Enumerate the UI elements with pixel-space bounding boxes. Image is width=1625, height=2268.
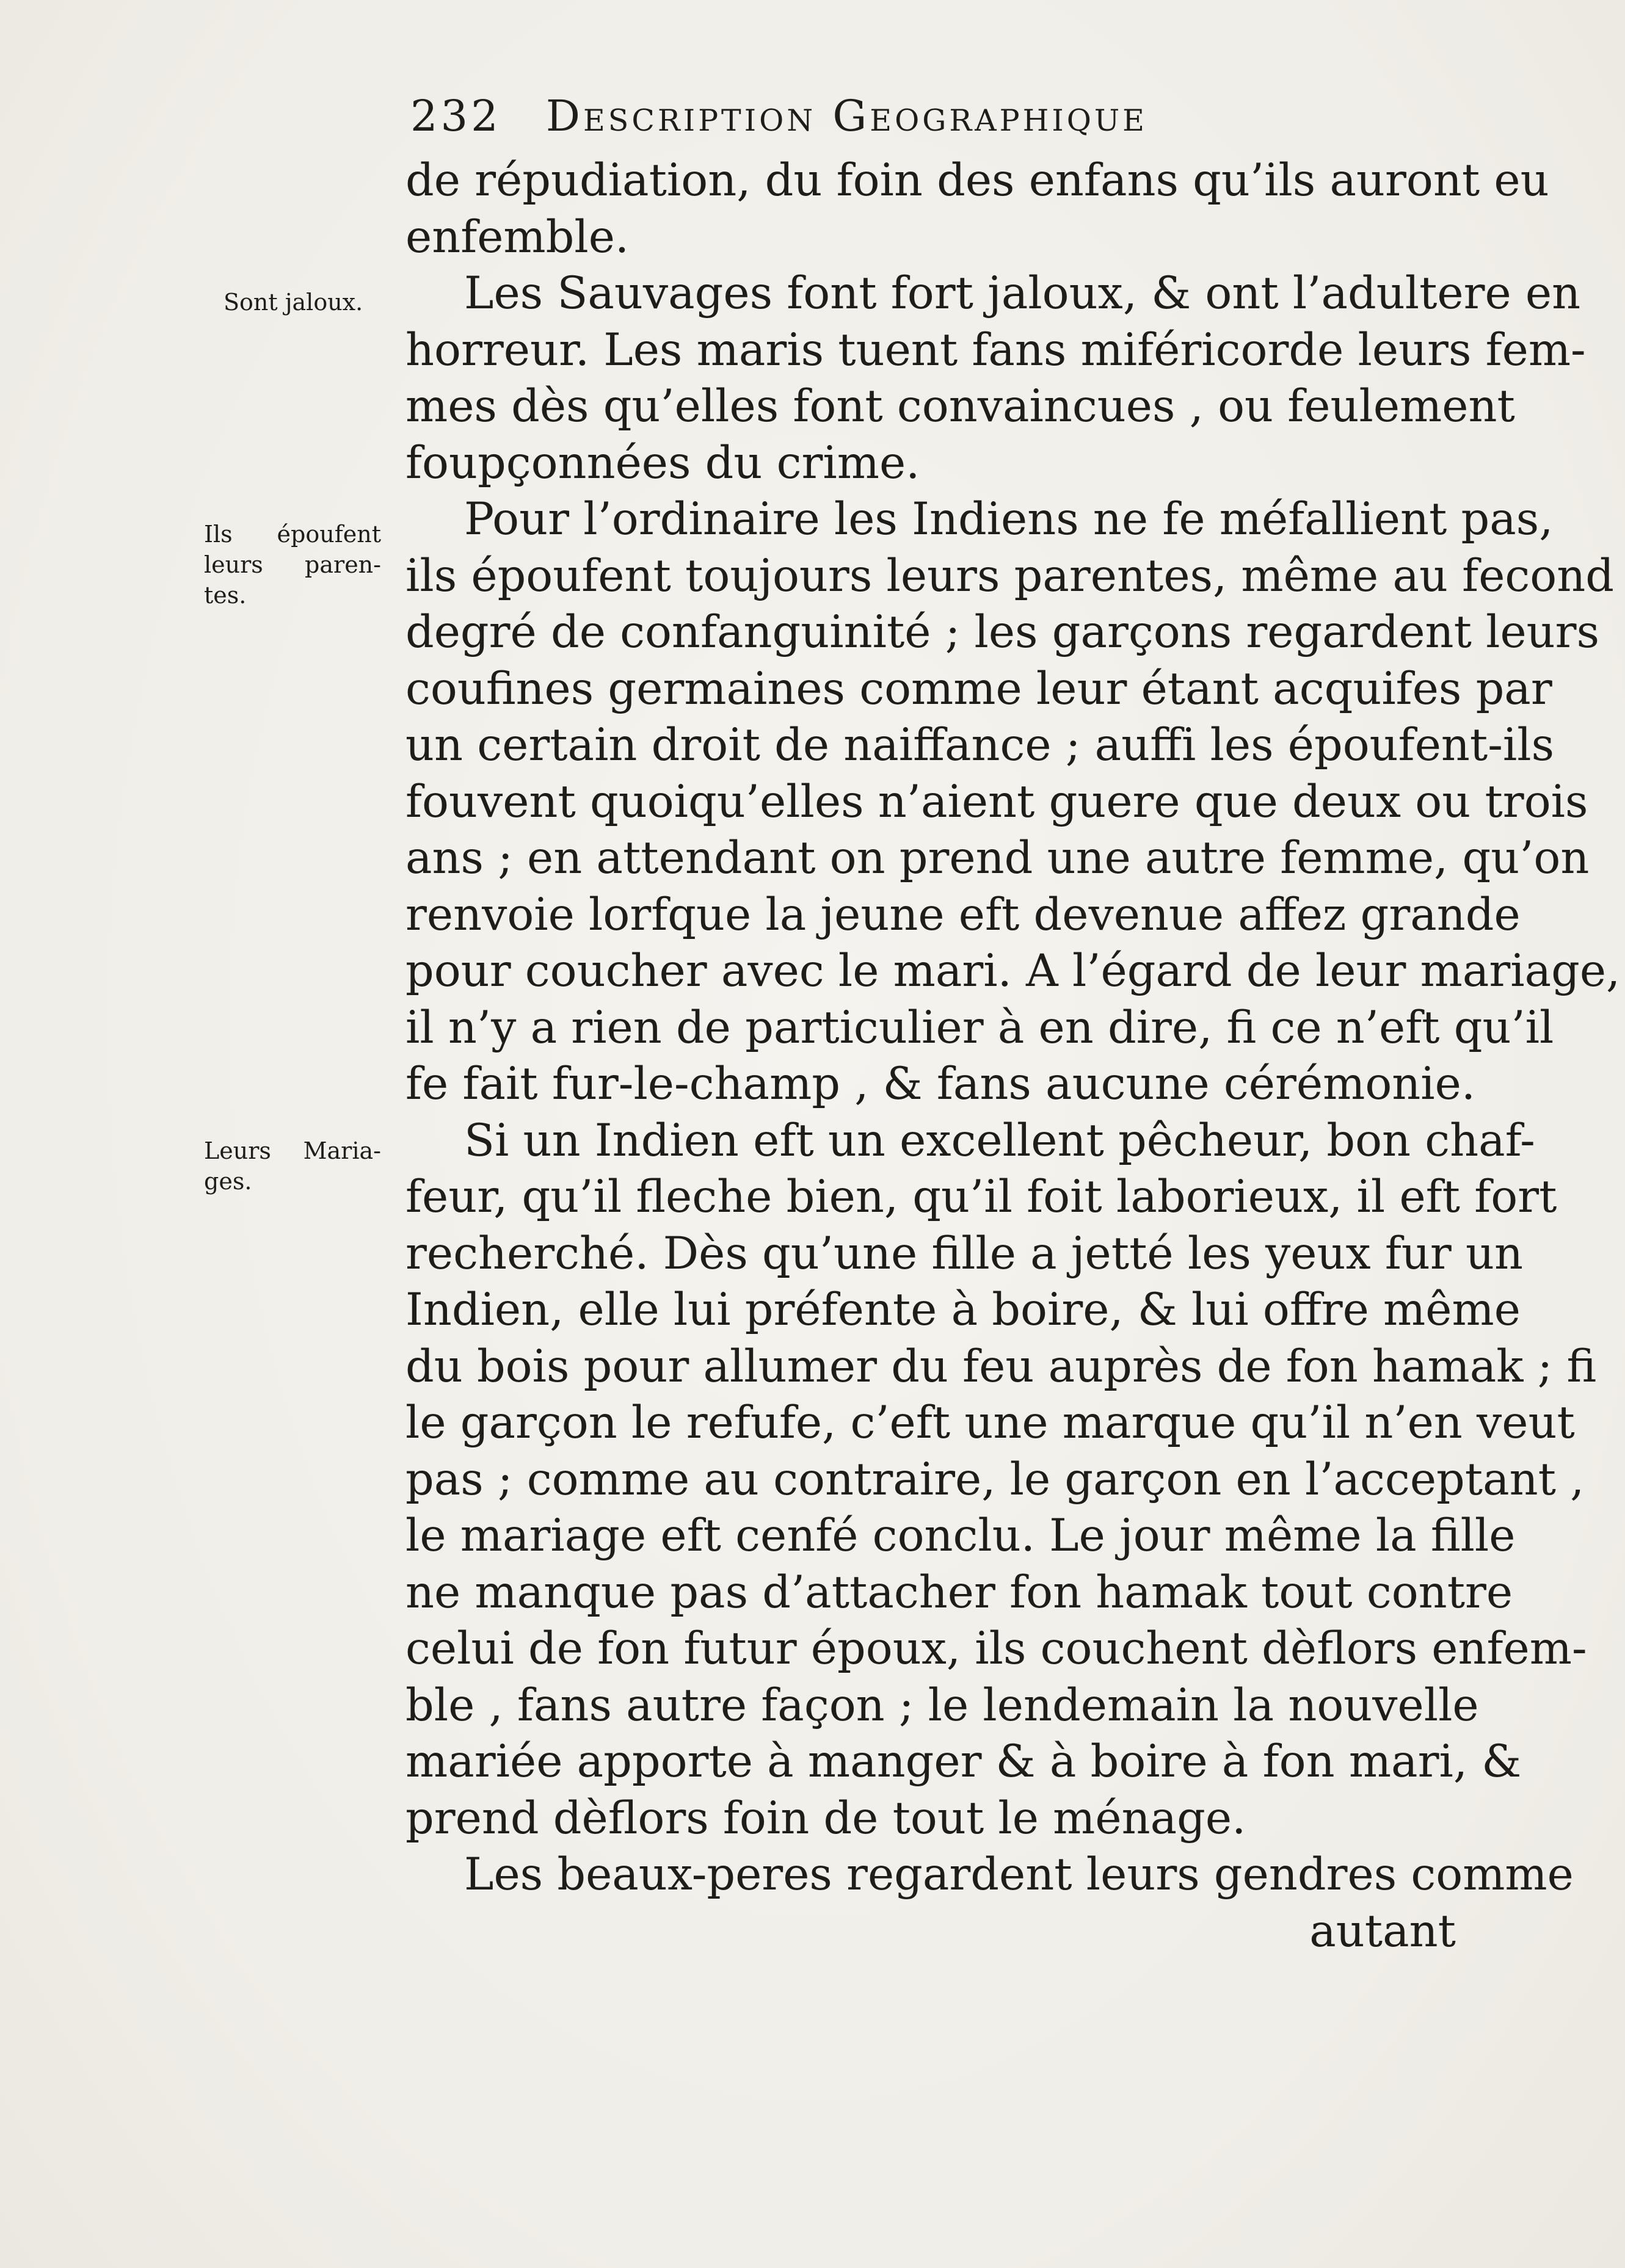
text-line: celui de fon futur époux, ils couchent dèflors enfem- — [405, 1623, 1587, 1675]
text-line: prend dèflors foin de tout le ménage. — [405, 1792, 1246, 1844]
body-text — [405, 153, 1621, 1960]
margin-note-line: leurs paren- — [204, 551, 381, 578]
margin-note-jealousy — [224, 287, 401, 317]
text-line: ans ; en attendant on prend une autre femme, qu’on — [405, 832, 1590, 884]
text-line: mariée apporte à manger & à boire à fon mari, & — [405, 1736, 1522, 1788]
text-line: Pour l’ordinaire les Indiens ne fe méfallient pas, — [464, 493, 1554, 545]
text-line: horreur. Les maris tuent fans miféricorde leurs fem- — [405, 324, 1586, 376]
text-line: foupçonnées du crime. — [405, 437, 920, 489]
running-head — [410, 87, 1351, 145]
margin-note-marry-relatives — [204, 519, 381, 610]
text-line: recherché. Dès qu’une fille a jetté les yeux fur un — [405, 1227, 1524, 1280]
text-line: le garçon le refufe, c’eft une marque qu’il n’en veut — [405, 1397, 1575, 1449]
margin-note-line: Ils époufent — [204, 521, 381, 548]
text-line: de répudiation, du foin des enfans qu’ils auront eu — [405, 154, 1549, 206]
text-line: Les beaux-peres regardent leurs gendres comme — [464, 1849, 1574, 1900]
text-line: fouvent quoiqu’elles n’aient guere que deux ou trois — [405, 775, 1588, 828]
margin-note-line: tes. — [204, 582, 247, 609]
margin-note-marriages — [204, 1136, 381, 1197]
text-line: pour coucher avec le mari. A l’égard de leur mariage, — [405, 945, 1621, 997]
text-line: du bois pour allumer du feu auprès de fon hamak ; fi — [405, 1340, 1597, 1393]
text-line: fe fait fur-le-champ , & fans aucune cérémonie. — [405, 1058, 1476, 1110]
text-line: Indien, elle lui préfente à boire, & lui offre même — [405, 1284, 1521, 1336]
text-line: ble , fans autre façon ; le lendemain la nouvelle — [405, 1679, 1479, 1731]
page-number: 232 — [410, 91, 501, 141]
text-line: ils époufent toujours leurs parentes, même au fecond — [405, 549, 1614, 602]
catchword: autant — [1309, 1905, 1456, 1957]
text-line: ne manque pas d’attacher fon hamak tout contre — [405, 1566, 1513, 1618]
text-line: renvoie lorfque la jeune eft devenue affez grande — [405, 888, 1521, 941]
text-line: un certain droit de naiffance ; auffi les époufent-ils — [405, 719, 1555, 771]
text-line: coufines germaines comme leur étant acquifes par — [405, 662, 1552, 715]
text-line: enfemble. — [405, 211, 630, 263]
margin-note-line: Sont jaloux. — [224, 289, 363, 316]
text-line: pas ; comme au contraire, le garçon en l’acceptant , — [405, 1453, 1585, 1505]
text-line: le mariage eft cenfé conclu. Le jour même la fille — [405, 1510, 1516, 1562]
text-line: Si un Indien eft un excellent pêcheur, bon chaf- — [464, 1114, 1535, 1167]
text-line: feur, qu’il fleche bien, qu’il foit laborieux, il eft fort — [405, 1171, 1557, 1223]
running-title: Description Geographique — [545, 91, 1147, 141]
margin-note-line: Leurs Maria- — [204, 1137, 381, 1164]
text-line: mes dès qu’elles font convaincues , ou feulement — [405, 380, 1515, 432]
text-line: il n’y a rien de particulier à en dire, fi ce n’eft qu’il — [405, 1001, 1554, 1054]
text-line: Les Sauvages font fort jaloux, & ont l’adultere en — [464, 267, 1581, 319]
margin-note-line: ges. — [204, 1168, 252, 1195]
text-line: degré de confanguinité ; les garçons regardent leurs — [405, 606, 1600, 658]
